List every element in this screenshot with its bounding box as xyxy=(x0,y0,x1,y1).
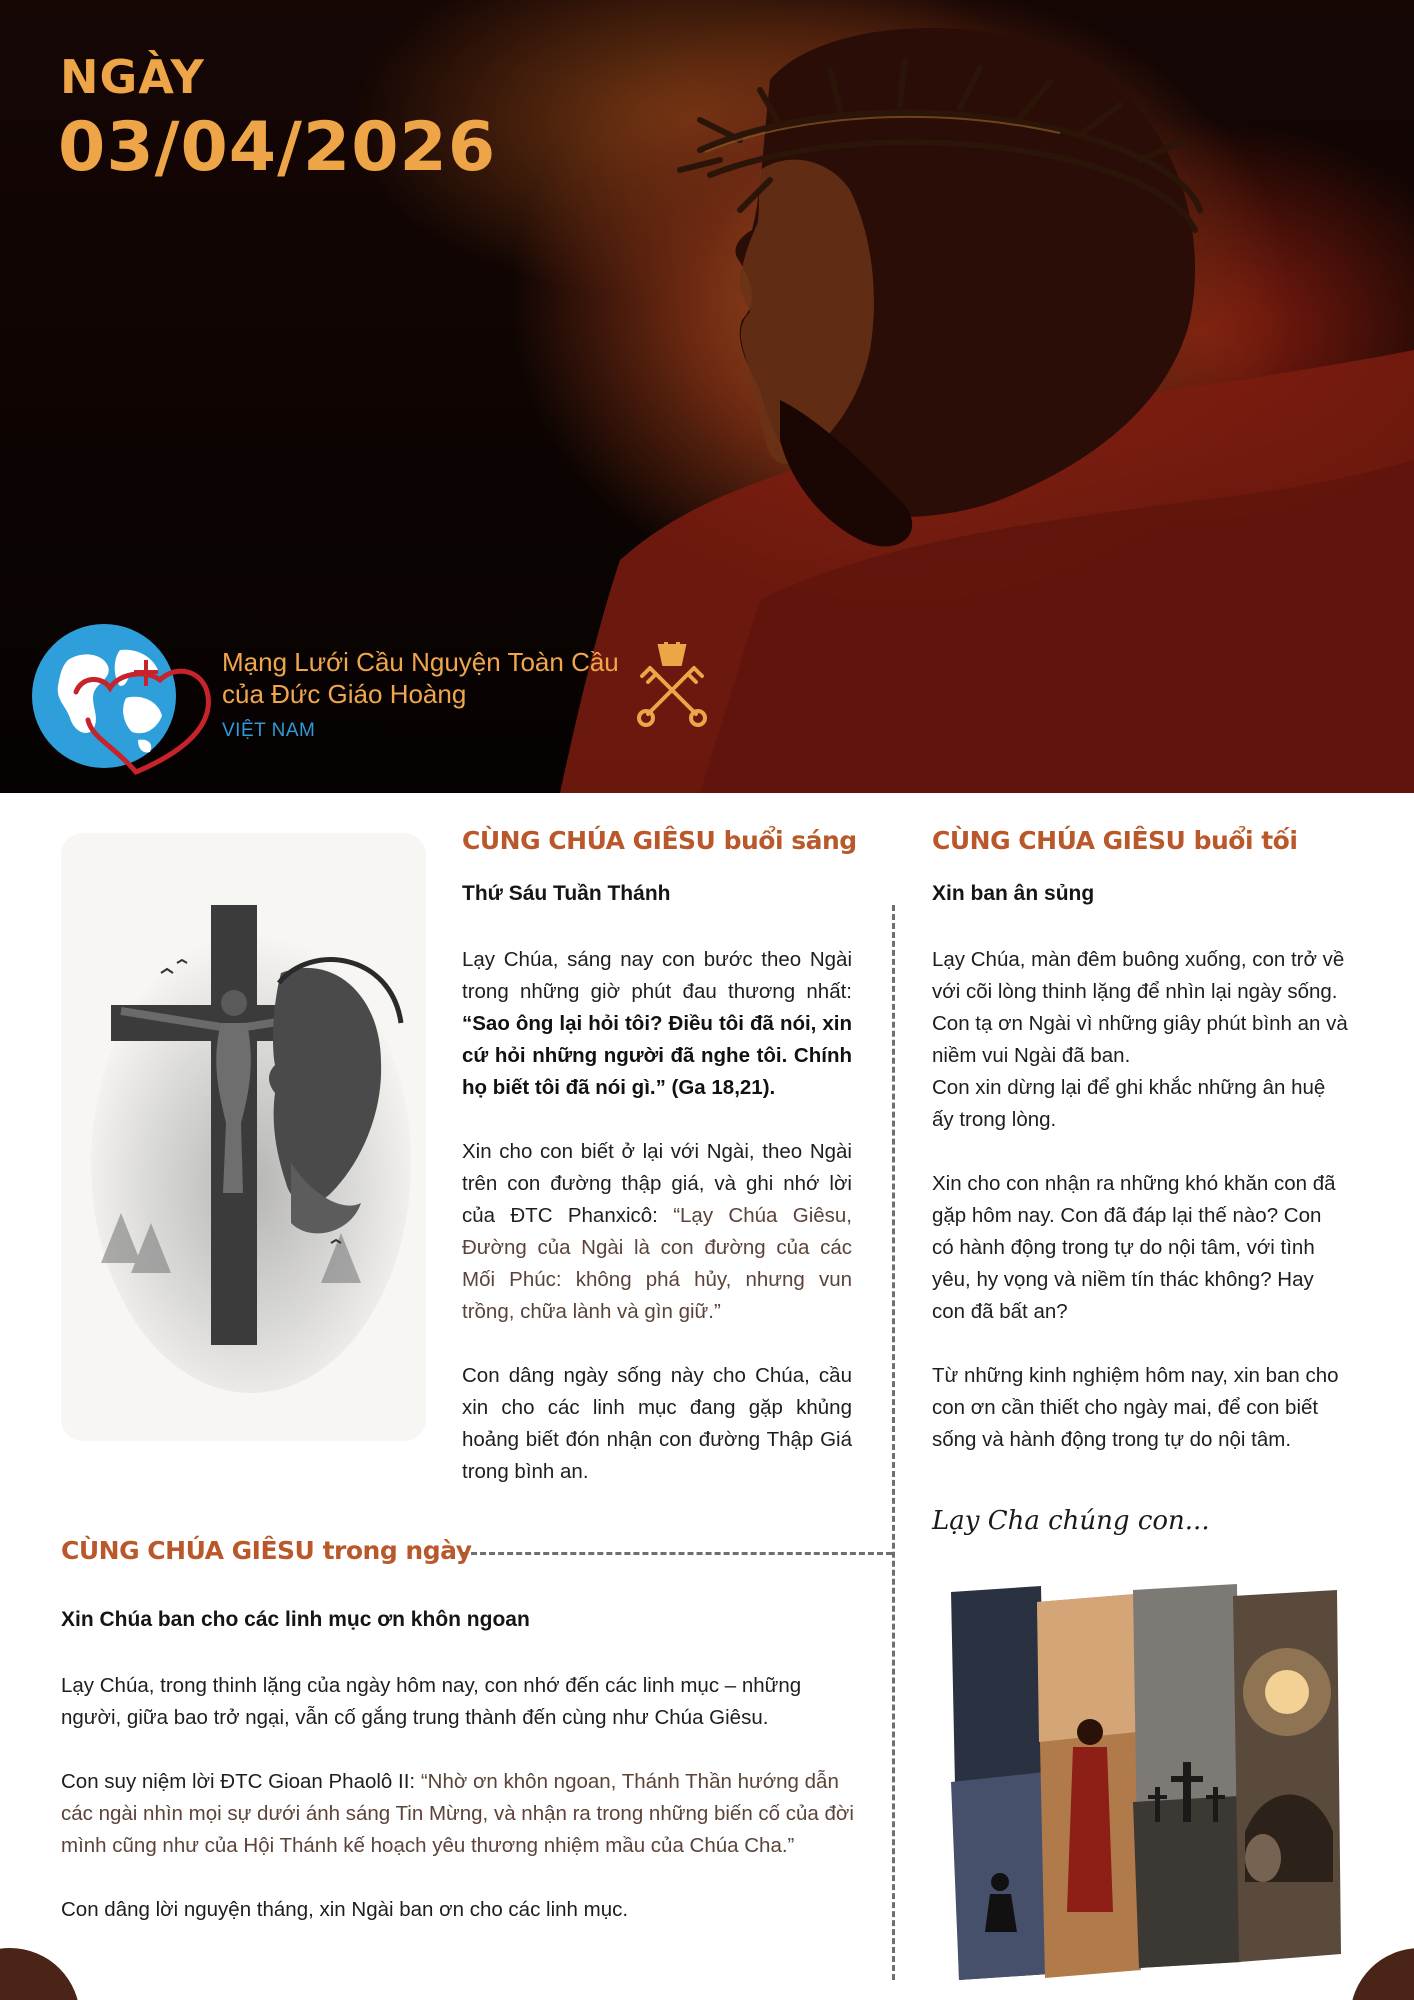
organization-name-line1: Mạng Lưới Cầu Nguyện Toàn Cầu xyxy=(222,647,619,677)
evening-paragraph-2: Xin cho con nhận ra những khó khăn con đã gặp hôm nay. Con đã đáp lại thế nào? Con có hành động trong tự do nội tâm, với tình yêu, hy vọng và niềm tín thác không? Hay con đã bất an? xyxy=(932,1172,1336,1323)
section-divider xyxy=(462,1552,892,1555)
morning-p1-scripture: “Sao ông lại hỏi tôi? Điều tôi đã nói, xin cứ hỏi những người đã nghe tôi. Chính họ biết tôi đã nói gì.” (Ga 18,21). xyxy=(462,1012,852,1099)
corner-decoration-left xyxy=(0,1948,80,2000)
daytime-paragraph-2 xyxy=(61,1766,861,1862)
morning-paragraph-2 xyxy=(462,1136,852,1328)
organization-country: VIỆT NAM xyxy=(222,720,316,741)
evening-paragraph-3: Từ những kinh nghiệm hôm nay, xin ban cho con ơn cần thiết cho ngày mai, để con biết sống và hành động trong tự do nội tâm. xyxy=(932,1364,1339,1451)
evening-p1-text: Lạy Chúa, màn đêm buông xuống, con trở về với cõi lòng thinh lặng để nhìn lại ngày sống. Con tạ ơn Ngài vì những giây phút bình an và niềm vui Ngài đã ban. xyxy=(932,948,1348,1067)
morning-paragraph-1 xyxy=(462,944,852,1104)
daytime-title-main: CÙNG CHÚA GIÊSU xyxy=(61,1536,315,1565)
daytime-p2-text: Con suy niệm lời ĐTC Gioan Phaolô II: xyxy=(61,1770,421,1793)
evening-p1b-text: Con xin dừng lại để ghi khắc những ân huệ ấy trong lòng. xyxy=(932,1076,1326,1131)
day-label: NGÀY xyxy=(60,50,205,104)
evening-paragraph-1 xyxy=(932,944,1348,1136)
daytime-paragraph-1: Lạy Chúa, trong thinh lặng của ngày hôm nay, con nhớ đến các linh mục – những người, giữa bao trở ngại, vẫn cố gắng trung thành đến cùng như Chúa Giêsu. xyxy=(61,1674,802,1729)
organization-name-line2: của Đức Giáo Hoàng xyxy=(222,679,467,709)
morning-p2-quote: “Lạy Chúa Giêsu, Đường của Ngài là con đường của các Mối Phúc: không phá hủy, nhưng vun trồng, chữa lành và gìn giữ.” xyxy=(462,1204,852,1323)
morning-paragraph-3: Con dâng ngày sống này cho Chúa, cầu xin cho các linh mục đang gặp khủng hoảng biết đón nhận con đường Thập Giá trong bình an. xyxy=(462,1364,852,1483)
morning-title-main: CÙNG CHÚA GIÊSU xyxy=(462,826,716,855)
evening-title-main: CÙNG CHÚA GIÊSU xyxy=(932,826,1186,855)
daytime-subtitle: Xin Chúa ban cho các linh mục ơn khôn ngoan xyxy=(61,1608,530,1631)
crucifix-illustration xyxy=(61,833,426,1441)
globe-heart-icon xyxy=(28,620,214,780)
corner-decoration-right xyxy=(1350,1948,1414,2000)
papal-keys-icon xyxy=(636,642,708,728)
evening-title-time: buổi tối xyxy=(1193,826,1298,855)
daytime-title-time: trong ngày xyxy=(322,1536,472,1565)
morning-section-title xyxy=(462,826,857,855)
morning-p1-text: Lạy Chúa, sáng nay con bước theo Ngài trong những giờ phút đau thương nhất: xyxy=(462,948,852,1003)
passion-panels-illustration xyxy=(945,1582,1345,1982)
morning-title-time: buổi sáng xyxy=(723,826,857,855)
morning-p2-text: Xin cho con biết ở lại với Ngài, theo Ngài trên con đường thập giá, và ghi nhớ lời của ĐTC Phanxicô: xyxy=(462,1140,852,1227)
evening-subtitle: Xin ban ân sủng xyxy=(932,882,1095,905)
organization-name xyxy=(222,646,619,710)
morning-subtitle: Thứ Sáu Tuần Thánh xyxy=(462,882,671,905)
column-divider xyxy=(892,905,895,1980)
hero-banner xyxy=(0,0,1414,793)
evening-section-title xyxy=(932,826,1297,855)
date-heading: 03/04/2026 xyxy=(58,108,497,187)
daytime-p2-quote: “Nhờ ơn khôn ngoan, Thánh Thần hướng dẫn các ngài nhìn mọi sự dưới ánh sáng Tin Mừng, và nhận ra trong những biến cố của đời mình cũng như của Hội Thánh kế hoạch yêu thương nhiệm mầu của Chúa Cha.” xyxy=(61,1770,854,1857)
daytime-section-title xyxy=(61,1536,472,1565)
closing-prayer-line: Lạy Cha chúng con... xyxy=(932,1506,1210,1536)
daytime-paragraph-3: Con dâng lời nguyện tháng, xin Ngài ban ơn cho các linh mục. xyxy=(61,1898,629,1921)
